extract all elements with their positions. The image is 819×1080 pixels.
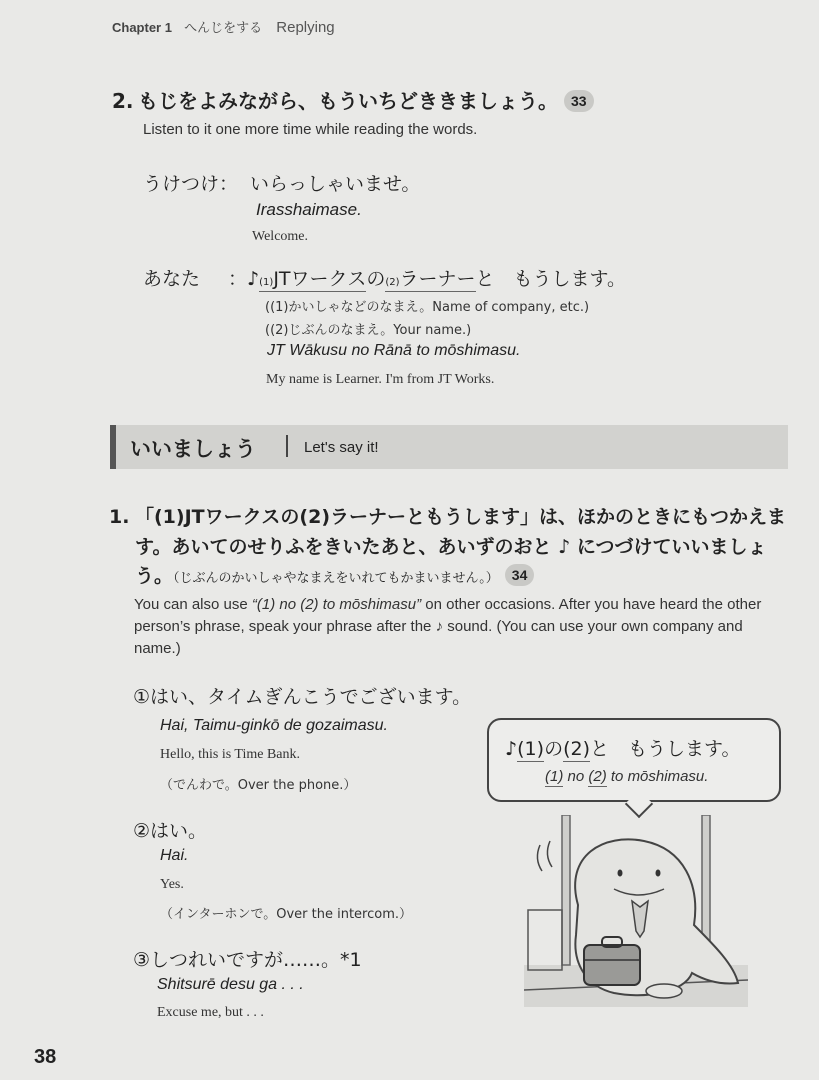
dinosaur-mascot-illustration <box>524 815 748 1007</box>
circled-3-icon: ③ <box>133 949 151 971</box>
item-2-note: （インターホンで。Over the intercom.） <box>160 907 412 922</box>
blank-2-text: ラーナー <box>399 268 476 290</box>
section-bar-divider <box>286 435 288 457</box>
section1-line3-text: う。 <box>135 565 174 587</box>
item-3-jp-text: しつれいですが……。*1 <box>150 949 362 971</box>
item-1-note: （でんわで。Over the phone.） <box>160 778 357 793</box>
circled-1-icon: ① <box>133 686 151 708</box>
bubble-jp <box>505 734 740 761</box>
bubble-rom-blank-2: (2) <box>588 768 607 785</box>
reception-romaji: Irasshaimase. <box>256 200 362 219</box>
section2-number: 2. <box>112 89 134 113</box>
note-2: ((2)じぶんのなまえ。Your name.) <box>265 323 472 338</box>
section1-line1 <box>109 502 786 529</box>
bubble-blank-2: (2) <box>563 738 590 760</box>
section1-number: 1. <box>109 506 130 528</box>
item-3-jp <box>133 945 362 972</box>
page-number: 38 <box>34 1046 57 1068</box>
item-1-english: Hello, this is Time Bank. <box>160 747 301 762</box>
section1-line3 <box>135 561 534 588</box>
bubble-jp-end: と もうします。 <box>590 738 741 760</box>
bubble-romaji <box>545 768 708 785</box>
running-header <box>112 17 335 36</box>
note-2-jp: (2)じぶんのなまえ。 <box>270 323 394 338</box>
bubble-rom-end: to mōshimasu. <box>606 768 709 785</box>
blank-1-text: JTワークス <box>273 268 367 290</box>
chapter-title-en: Replying <box>276 19 335 36</box>
particle-no: の <box>366 268 386 290</box>
section-bar-title: いいましょう <box>130 437 256 461</box>
reception-english: Welcome. <box>252 229 309 244</box>
you-line-end: と もうします。 <box>475 268 627 290</box>
section2-instruction: Listen to it one more time while reading the words. <box>143 121 478 138</box>
item-2-jp-text: はい。 <box>150 820 208 842</box>
blank-1-number: (1) <box>259 277 274 288</box>
item-3-english: Excuse me, but . . . <box>157 1005 264 1020</box>
music-note-icon-bubble: ♪ <box>505 738 518 760</box>
item-3-romaji: Shitsurē desu ga . . . <box>157 976 304 993</box>
section1-english-paragraph <box>134 594 784 660</box>
you-romaji: JT Wākusu no Rānā to mōshimasu. <box>267 342 521 359</box>
section1-line3-note: （じぶんのかいしゃやなまえをいれてもかまいません。） <box>173 571 499 586</box>
bubble-rom-mid: no <box>563 768 589 785</box>
bubble-particle: の <box>544 738 564 760</box>
item-2-romaji: Hai. <box>160 847 189 864</box>
speech-bubble-tail <box>625 790 653 818</box>
section2-title-text: もじをよみながら、もういちどききましょう。 <box>138 89 558 113</box>
chapter-title-jp: へんじをする <box>184 21 263 36</box>
section1-line2: す。あいてのせりふをきいたあと、あいずのおと ♪ につづけていいましょ <box>135 536 767 558</box>
note-1: ((1)かいしゃなどのなまえ。Name of company, etc.) <box>265 300 590 315</box>
para-part-1: You can also use <box>134 596 248 613</box>
reception-label: うけつけ： <box>143 173 239 195</box>
reception-line-jp: いらっしゃいませ。 <box>250 173 421 195</box>
note-2-en: Your name.) <box>393 323 472 338</box>
audio-track-badge: 33 <box>564 90 594 112</box>
para-part-2: on other occasions. After you have heard the other person’s phrase, speak your phrase after the ♪ sound. (You can use your own company and name.) <box>134 596 762 657</box>
blank-2 <box>385 268 475 292</box>
para-quote: “(1) no (2) to mōshimasu” <box>251 596 422 613</box>
item-1-romaji: Hai, Taimu-ginkō de gozaimasu. <box>160 717 388 734</box>
item-1-jp-text: はい、タイムぎんこうでございます。 <box>150 686 472 708</box>
blank-2-number: (2) <box>385 277 400 288</box>
audio-track-badge-34: 34 <box>505 564 535 586</box>
item-2-english: Yes. <box>160 877 184 892</box>
chapter-label: Chapter 1 <box>112 20 172 35</box>
music-note-icon: ：♪ <box>228 268 260 290</box>
you-line-jp <box>228 264 626 291</box>
section-bar-subtitle: Let's say it! <box>304 439 379 456</box>
note-1-en: Name of company, etc.) <box>432 300 590 315</box>
blank-1 <box>259 268 366 292</box>
bubble-rom-blank-1: (1) <box>545 768 564 785</box>
circled-2-icon: ② <box>133 820 151 842</box>
you-english: My name is Learner. I'm from JT Works. <box>266 372 495 387</box>
note-1-jp: (1)かいしゃなどのなまえ。 <box>270 300 433 315</box>
bubble-blank-1: (1) <box>517 738 545 760</box>
item-2-jp <box>133 816 207 843</box>
section-bar <box>110 425 788 469</box>
section1-line1-text: 「(1)JTワークスの(2)ラーナーともうします」は、ほかのときにもつかえま <box>135 506 787 528</box>
section2-title <box>112 85 594 114</box>
item-1-jp <box>133 682 471 709</box>
you-label: あなた <box>143 268 201 290</box>
speech-bubble <box>487 718 781 802</box>
